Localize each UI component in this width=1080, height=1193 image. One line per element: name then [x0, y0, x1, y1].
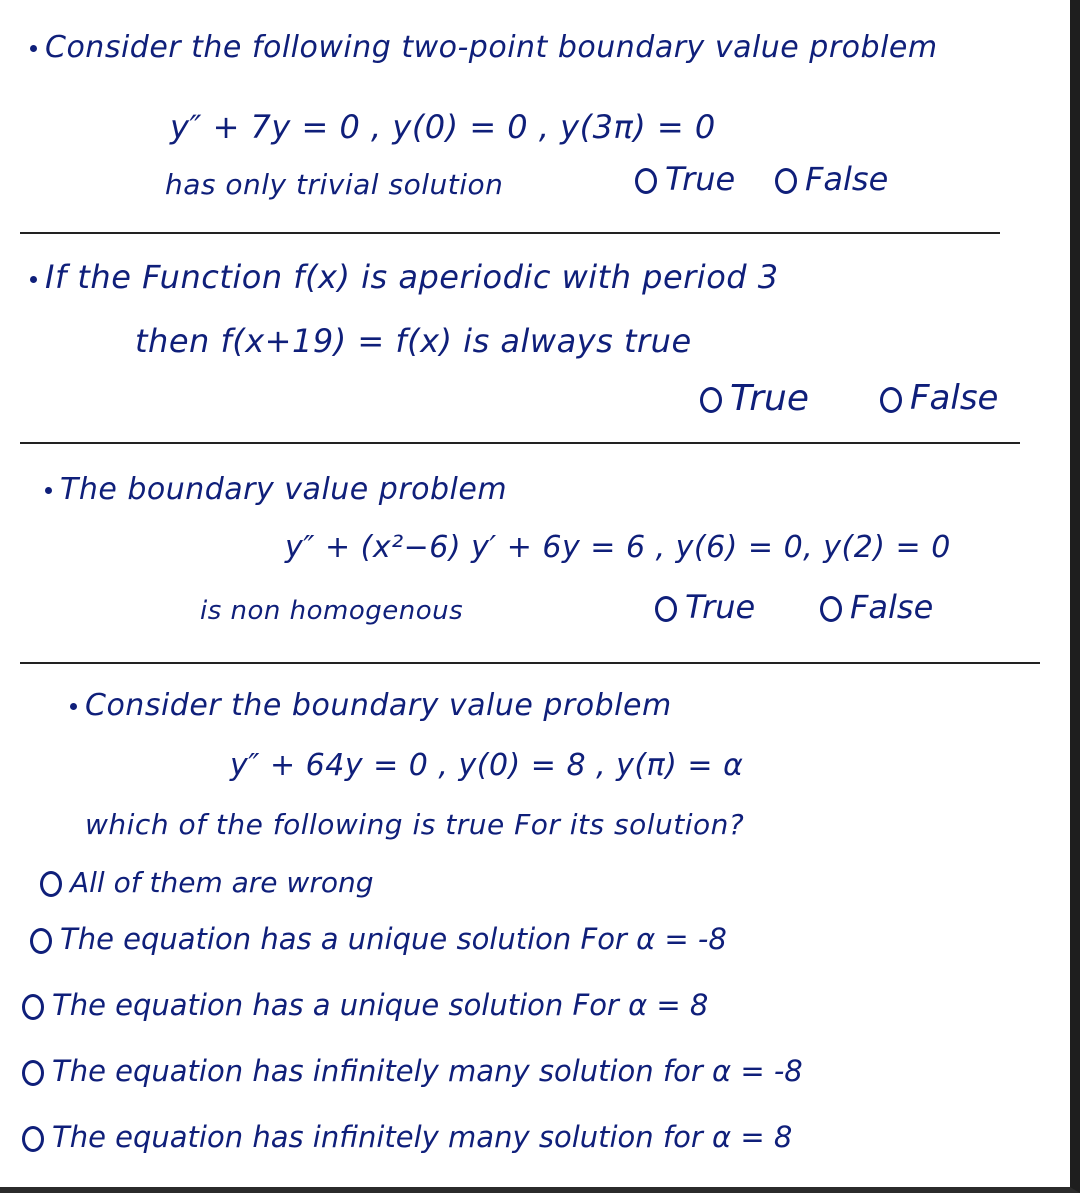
q2-false-label: False — [910, 378, 999, 418]
q2-prompt — [30, 258, 779, 296]
q2-true-radio[interactable] — [700, 387, 722, 413]
divider-1 — [20, 232, 1000, 234]
q4-prompt-text: Consider the boundary value problem — [85, 688, 672, 723]
divider-3 — [20, 662, 1040, 664]
q4-option-1[interactable] — [40, 866, 374, 899]
q1-statement: has only trivial solution — [165, 168, 504, 201]
q3-true-label: True — [685, 588, 756, 626]
q4-option-5[interactable] — [22, 1120, 792, 1154]
q4-option-3-label: The equation has a unique solution For α = 8 — [52, 988, 709, 1022]
q3-statement: is non homogenous — [200, 596, 464, 626]
q4-option-4-radio[interactable] — [22, 1060, 44, 1086]
q4-option-2[interactable] — [30, 922, 727, 956]
q2-false-option[interactable] — [880, 378, 998, 418]
q4-question: which of the following is true For its solution? — [85, 808, 745, 841]
q1-false-radio[interactable] — [775, 168, 797, 194]
q2-prompt-text: If the Function f(x) is aperiodic with period 3 — [45, 258, 779, 296]
q3-bullet — [45, 487, 52, 494]
q4-option-3-radio[interactable] — [22, 994, 44, 1020]
q3-false-option[interactable] — [820, 588, 933, 626]
divider-2 — [20, 442, 1020, 444]
q1-prompt-text: Consider the following two-point boundary value problem — [45, 30, 938, 65]
q3-prompt-text: The boundary value problem — [60, 472, 508, 507]
q4-option-4-label: The equation has infinitely many solution for α = -8 — [52, 1054, 803, 1088]
q4-equation: y″ + 64y = 0 , y(0) = 8 , y(π) = α — [230, 748, 744, 783]
q1-false-label: False — [805, 160, 889, 198]
q1-true-radio[interactable] — [635, 168, 657, 194]
q3-true-radio[interactable] — [655, 596, 677, 622]
q3-false-label: False — [850, 588, 934, 626]
q4-option-1-label: All of them are wrong — [70, 866, 374, 899]
q4-option-3[interactable] — [22, 988, 708, 1022]
q3-false-radio[interactable] — [820, 596, 842, 622]
q2-bullet — [30, 276, 37, 283]
q4-option-4[interactable] — [22, 1054, 803, 1088]
q3-true-option[interactable] — [655, 588, 755, 626]
q4-option-5-label: The equation has infinitely many solution for α = 8 — [52, 1120, 793, 1154]
q1-true-label: True — [665, 160, 736, 198]
q3-prompt — [45, 472, 507, 507]
q1-bullet — [30, 45, 37, 52]
q4-option-2-label: The equation has a unique solution For α = -8 — [60, 922, 727, 956]
q2-true-label: True — [730, 378, 809, 419]
q3-equation: y″ + (x²−6) y′ + 6y = 6 , y(6) = 0, y(2) = 0 — [285, 530, 951, 565]
q4-bullet — [70, 703, 77, 710]
q1-equation: y″ + 7y = 0 , y(0) = 0 , y(3π) = 0 — [170, 108, 716, 146]
q4-option-1-radio[interactable] — [40, 871, 62, 897]
q1-true-option[interactable] — [635, 160, 735, 198]
q2-false-radio[interactable] — [880, 387, 902, 413]
q4-option-2-radio[interactable] — [30, 928, 52, 954]
q1-false-option[interactable] — [775, 160, 888, 198]
q4-option-5-radio[interactable] — [22, 1126, 44, 1152]
q4-prompt — [70, 688, 672, 723]
q2-statement: then f(x+19) = f(x) is always true — [135, 322, 692, 360]
q1-prompt — [30, 30, 938, 65]
q2-true-option[interactable] — [700, 378, 809, 419]
